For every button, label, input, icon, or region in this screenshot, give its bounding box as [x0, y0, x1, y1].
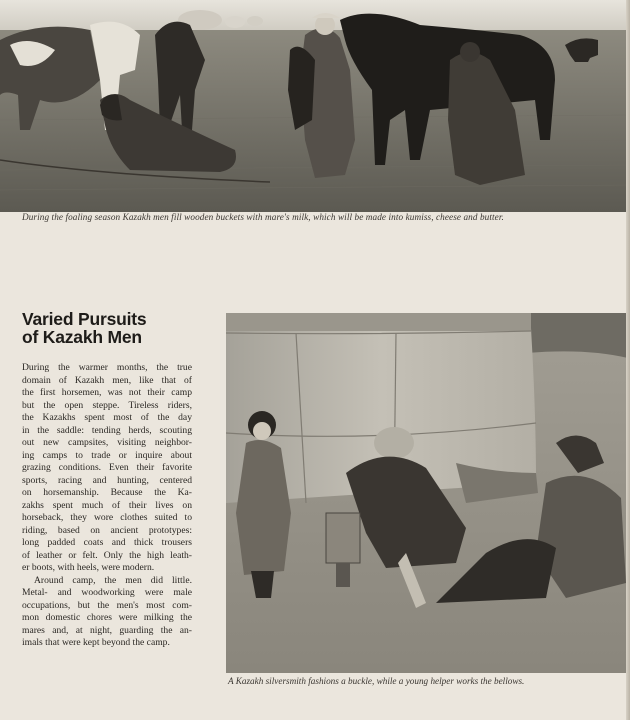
text-line: grazing conditions. Even their favorite [22, 462, 192, 473]
text-line: imals that were kept beyond the camp. [22, 637, 170, 648]
page-spine-edge [626, 0, 630, 720]
text-line: but the open steppe. Tireless riders, [22, 399, 192, 411]
text-line: sports, racing and hunting, centered [22, 474, 192, 486]
text-line: domain of Kazakh men, like that of [22, 374, 192, 386]
article-heading [22, 310, 212, 346]
text-line: occupations, but the men's most com- [22, 599, 192, 611]
silversmith-scene-image [226, 313, 628, 673]
text-line: the Kazakhs spent most of the day [22, 412, 192, 423]
article-paragraph-2 [22, 575, 192, 650]
text-line: er boots, with heels, were modern. [22, 562, 155, 573]
article-heading-line2: of Kazakh Men [22, 327, 142, 347]
top-photo [0, 0, 628, 212]
text-line: long padded coats and thick trousers [22, 537, 192, 548]
right-photo [226, 313, 628, 673]
text-line: of leather or felt. Only the high leath- [22, 549, 192, 561]
text-line: riding, based on ancient prototypes: [22, 524, 192, 536]
text-line: ing camps to trade or inquire about [22, 449, 192, 461]
text-line: During the warmer months, the true [22, 362, 192, 373]
text-line: horseback, they wore clothes suited to [22, 512, 192, 523]
text-line: Metal- and woodworking were male [22, 587, 192, 598]
text-line: the first horsemen, was not their camp [22, 387, 192, 398]
milking-scene-image [0, 0, 628, 212]
article-body [22, 362, 192, 650]
text-line: Around camp, the men did little. [34, 574, 192, 586]
text-line: zakhs spent much of their lives on [22, 499, 192, 511]
text-line: mon domestic chores were milking the [22, 612, 192, 623]
right-photo-caption: A Kazakh silversmith fashions a buckle, while a young helper works the bellows. [228, 676, 525, 686]
text-line: on horsemanship. Because the Ka- [22, 487, 192, 498]
top-photo-caption: During the foaling season Kazakh men fill wooden buckets with mare's milk, which will be made into kumiss, cheese and butter. [22, 212, 504, 222]
article-paragraph-1 [22, 362, 192, 575]
text-line: in the saddle: tending herds, scouting [22, 424, 192, 436]
text-line: mares and, at night, guarding the an- [22, 624, 192, 636]
text-line: out new campsites, visiting neighbor- [22, 437, 192, 448]
article-heading-line1: Varied Pursuits [22, 309, 147, 329]
